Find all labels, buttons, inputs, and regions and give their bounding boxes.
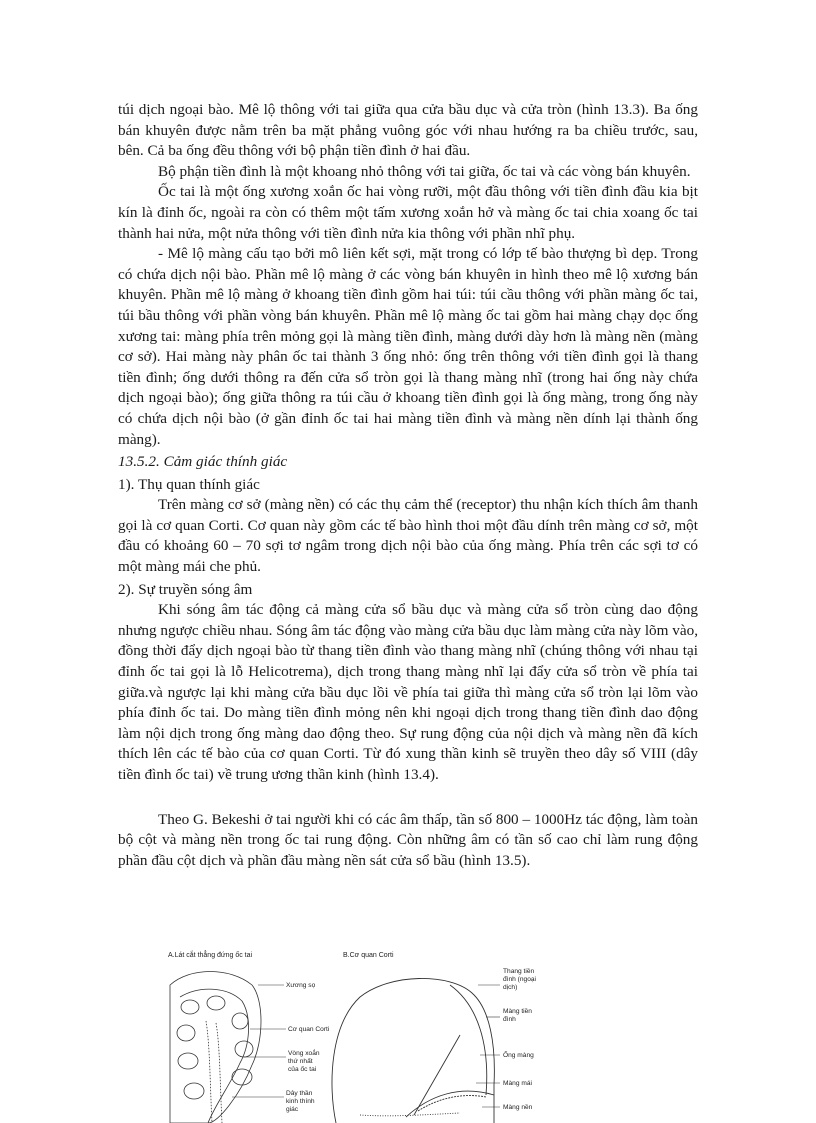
label-mang-tien-dinh-1: Màng tiền (503, 1008, 532, 1015)
cochlea-figure-svg (160, 945, 558, 1123)
figure-title-b: B.Cơ quan Corti (343, 952, 394, 959)
figure-title-a: A.Lát cắt thẳng đứng ốc tai (168, 952, 253, 959)
label-ong-mang: Ống màng (503, 1052, 534, 1059)
label-vong-xoan-1: Vòng xoắn (288, 1050, 320, 1057)
section-heading: 13.5.2. Cảm giác thính giác (118, 453, 288, 471)
paragraph-1: túi dịch ngoại bào. Mê lộ thông với tai giữa qua cửa bầu dục và cửa tròn (hình 13.3). Ba ống bán khuyên được nằm trên ba mặt phẳng vuông góc với nhau hướng ra ba chiều trước, sau, bên. Cả ba ống đều thông với bộ phận tiền đình ở hai đầu. (118, 101, 698, 160)
label-xuong-so: Xương sọ (286, 982, 316, 989)
label-vong-xoan-2: thứ nhất (288, 1058, 313, 1065)
paragraph-3: Ốc tai là một ống xương xoắn ốc hai vòng rưỡi, một đầu thông với tiền đình đầu kia bịt kín là đỉnh ốc, ngoài ra còn có thêm một tấm xương xoắn hở và màng ốc tai chia xoang ốc tai thành hai nửa, một nửa thông với tiền đình nửa kia thông với phần nhĩ phụ. (118, 183, 698, 242)
page-body (118, 100, 698, 871)
label-day-than-kinh-2: kinh thính (286, 1098, 315, 1105)
label-day-than-kinh-3: giác (286, 1106, 299, 1113)
label-thang-tien-dinh-1: Thang tiền (503, 968, 535, 975)
paragraph-7: Theo G. Bekeshi ở tai người khi có các âm thấp, tần số 800 – 1000Hz tác động, làm toàn bộ cột và màng nền trong ốc tai rung động. Còn những âm có tần số cao chỉ làm rung động phần đầu cột dịch và phần đầu màng nền sát cửa sổ bầu (hình 13.5). (118, 810, 698, 869)
paragraph-6: Khi sóng âm tác động cả màng cửa sổ bầu dục và màng cửa sổ tròn cùng dao động nhưng ngược chiều nhau. Sóng âm tác động vào màng cửa bầu dục làm màng cửa này lõm vào, đồng thời đẩy dịch ngoại bào từ thang tiền đình vào thang màng nhĩ (chúng thông với nhau tại đỉnh ốc tai gọi là lỗ Helicotrema), dịch trong thang màng nhĩ lại đẩy cửa sổ tròn về phía tai giữa.và ngược lại khi màng cửa bầu dục lồi về phía tai giữa thì màng cửa sổ tròn lại lõm vào phía đỉnh ốc tai. Do màng tiền đình mỏng nên khi ngoại dịch trong thang tiền đình dao động làm nội dịch trong ống màng dao động theo. Sự rung động của nội dịch và màng nền đã kích thích lên các tế bào của cơ quan Corti. Từ đó xung thần kinh sẽ truyền theo dây số VIII (dây tiền đình ốc tai) về trung ương thần kinh (hình 13.4). (118, 601, 698, 783)
cochlea-figure (160, 945, 558, 1123)
leader-lines-b (476, 985, 500, 1107)
label-co-quan-corti: Cơ quan Corti (288, 1026, 330, 1033)
paragraph-5: Trên màng cơ sở (màng nền) có các thụ cảm thể (receptor) thu nhận kích thích âm thanh gọi là cơ quan Corti. Cơ quan này gồm các tế bào hình thoi một đầu dính trên màng cơ sở, một đầu có khoảng 60 – 70 sợi tơ ngâm trong dịch nội bào của ống màng. Phía trên các sợi tơ có một màng mái che phủ. (118, 496, 698, 576)
corti-organ-drawing (332, 978, 494, 1123)
label-mang-mai: Màng mái (503, 1080, 532, 1087)
subheading-2: 2). Sự truyền sóng âm (118, 580, 253, 598)
label-thang-tien-dinh-3: dịch) (503, 984, 518, 991)
label-vong-xoan-3: của ốc tai (288, 1066, 317, 1073)
paragraph-4: - Mê lộ màng cấu tạo bởi mô liên kết sợi, mặt trong có lớp tế bào thượng bì dẹp. Trong có chứa dịch nội bào. Phần mê lộ màng ở các vòng bán khuyên in hình theo mê lộ xương bán khuyên. Phần mê lộ màng ở khoang tiền đình gồm hai túi: túi cầu thông với phần màng ốc tai, túi bầu thông với phần vòng bán khuyên. Phần mê lộ màng ốc tai gồm hai màng chạy dọc ống xương tai: màng phía trên mỏng gọi là màng tiền đình, màng dưới dày hơn là màng nền (màng cơ sở). Hai màng này phân ốc tai thành 3 ống nhỏ: ống trên thông với tiền đình gọi là thang tiền đình; ống dưới thông ra đến cửa sổ tròn gọi là thang màng nhĩ (trong hai ống này chứa dịch ngoại bào); ống giữa thông ra túi cầu ở khoang tiền đình gọi là ống màng, trong ống này có chứa dịch nội bào (ở gần đỉnh ốc tai hai màng tiền đình và màng nền dính lại thành ống màng). (118, 245, 698, 448)
label-day-than-kinh-1: Dây thần (286, 1090, 313, 1097)
label-mang-tien-dinh-2: đình (503, 1016, 516, 1023)
subheading-1: 1). Thụ quan thính giác (118, 475, 260, 493)
paragraph-2: Bộ phận tiền đình là một khoang nhỏ thông với tai giữa, ốc tai và các vòng bán khuyên. (158, 162, 691, 180)
label-thang-tien-dinh-2: đình (ngoại (503, 976, 536, 983)
cochlea-section-drawing (170, 972, 261, 1123)
label-mang-nen: Màng nền (503, 1104, 533, 1111)
